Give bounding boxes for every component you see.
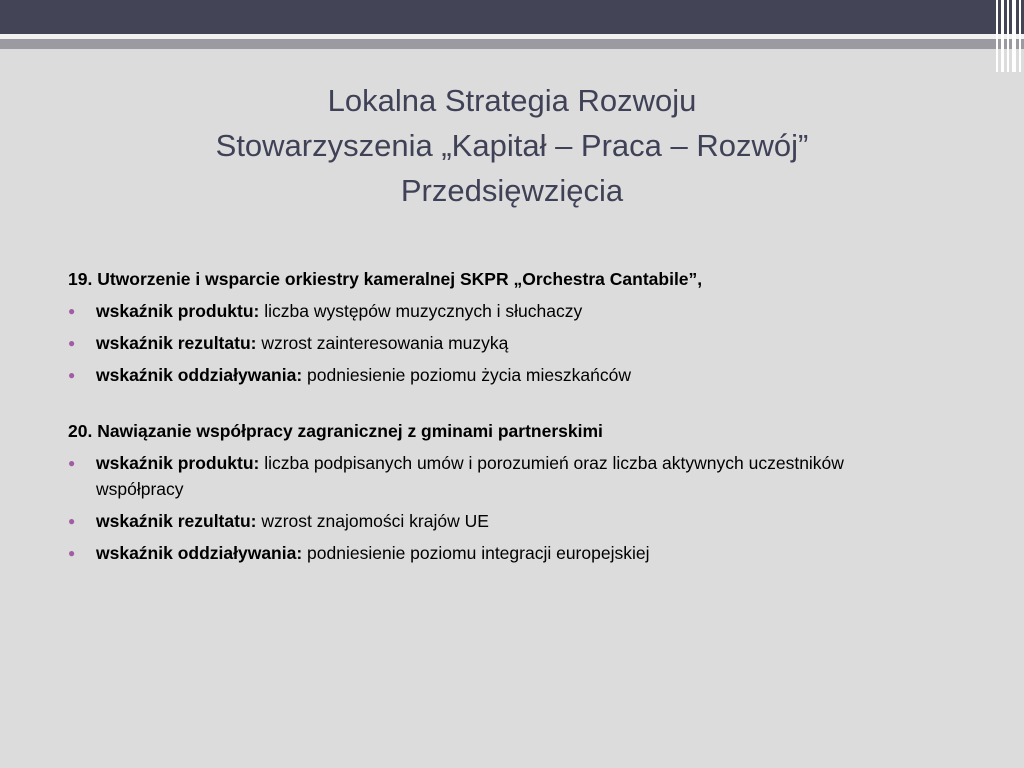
section-heading: 20. Nawiązanie współpracy zagranicznej z gminami partnerskimi — [68, 421, 603, 441]
indicator-label: wskaźnik rezultatu: — [96, 333, 262, 353]
top-bar — [0, 0, 1024, 34]
indicator-text: liczba podpisanych umów i porozumień oraz liczba aktywnych uczestników współpracy — [96, 453, 844, 499]
dot-bullet-icon: ● — [68, 514, 76, 528]
indicator-label: wskaźnik oddziaływania: — [96, 365, 308, 385]
indicator-label: wskaźnik produktu: — [96, 453, 265, 473]
list-item — [68, 330, 908, 356]
list-item — [68, 298, 908, 324]
section-19 — [68, 266, 908, 388]
title-line-2: Stowarzyszenia „Kapitał – Praca – Rozwój” — [215, 128, 809, 163]
indicator-text: wzrost znajomości krajów UE — [261, 511, 489, 531]
dot-bullet-icon: ● — [68, 336, 76, 350]
list-item — [68, 362, 908, 388]
dot-bullet-icon: ● — [68, 546, 76, 560]
list-item — [68, 540, 908, 566]
list-item — [68, 508, 908, 534]
section-20 — [68, 418, 908, 566]
list-item — [68, 450, 908, 502]
dot-bullet-icon: ● — [68, 304, 76, 318]
indicator-label: wskaźnik produktu: — [96, 301, 265, 321]
indicator-text: podniesienie poziomu integracji europejskiej — [307, 543, 650, 563]
dot-bullet-icon: ● — [68, 456, 76, 470]
indicator-text: liczba występów muzycznych i słuchaczy — [264, 301, 583, 321]
dot-bullet-icon: ● — [68, 368, 76, 382]
indicator-label: wskaźnik rezultatu: — [96, 511, 262, 531]
indicator-label: wskaźnik oddziaływania: — [96, 543, 308, 563]
slide-content — [68, 266, 908, 566]
indicator-text: wzrost zainteresowania muzyką — [261, 333, 509, 353]
indicator-text: podniesienie poziomu życia mieszkańców — [307, 365, 631, 385]
section-heading: 19. Utworzenie i wsparcie orkiestry kameralnej SKPR „Orchestra Cantabile”, — [68, 269, 703, 289]
title-line-1: Lokalna Strategia Rozwoju — [327, 83, 697, 118]
corner-stripes-decoration — [994, 0, 1024, 72]
top-accent-bar — [0, 39, 1024, 49]
slide-title — [0, 78, 1024, 213]
title-line-3: Przedsięwzięcia — [400, 173, 624, 208]
